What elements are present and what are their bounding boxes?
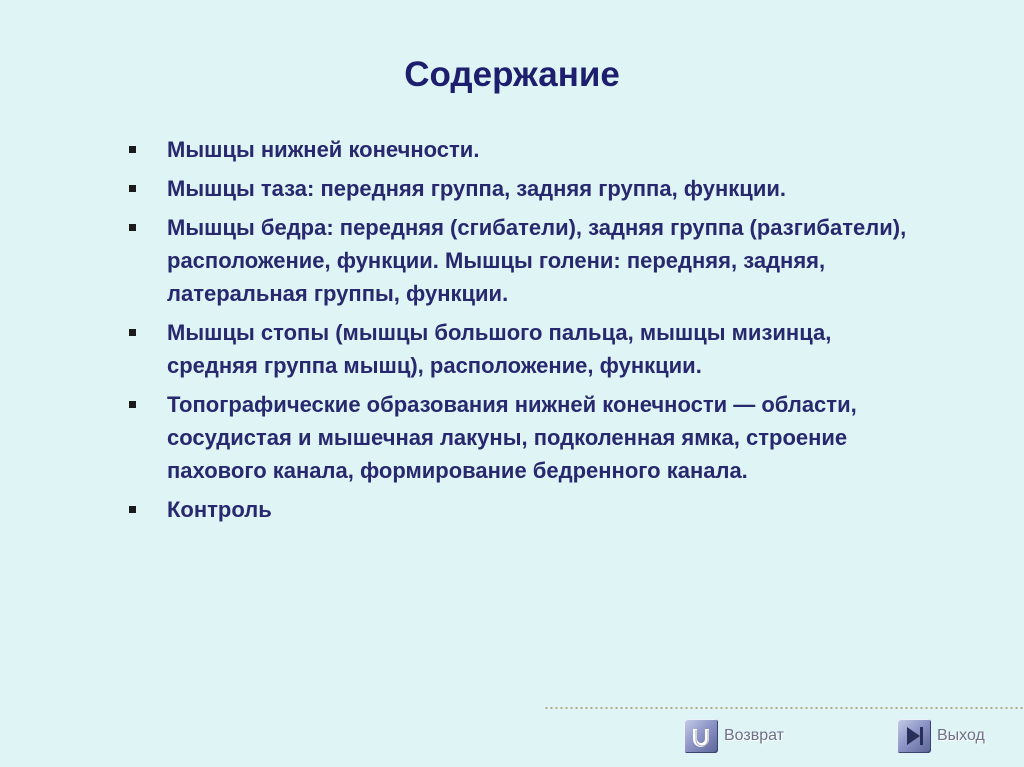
list-item-text: Мышцы таза: передняя группа, задняя группа, функции. [167,176,786,201]
list-item[interactable] [126,133,926,166]
list-item[interactable] [126,493,926,526]
contents-list [126,133,926,532]
square-bullet-icon [129,329,136,336]
list-item[interactable] [126,211,926,310]
list-item-text: Мышцы нижней конечности. [167,137,480,162]
list-item-text: Мышцы стопы (мышцы большого пальца, мышцы мизинца, средняя группа мышц), расположение, функции. [167,320,832,378]
slide-title: Содержание [404,55,620,94]
list-item[interactable] [126,388,926,487]
list-item[interactable] [126,316,926,382]
exit-label[interactable]: Выход [937,727,985,744]
list-item-text: Топографические образования нижней конечности — области, сосудистая и мышечная лакуны, подколенная ямка, строение пахового канала, формирование бедренного канала. [167,392,857,483]
back-label[interactable]: Возврат [724,727,784,744]
exit-button[interactable] [897,718,985,754]
back-button[interactable] [684,718,784,754]
list-item-text: Мышцы бедра: передняя (сгибатели), задняя группа (разгибатели), расположение, функции. Мышцы голени: передняя, задняя, латеральная группы, функции. [167,215,907,306]
footer-divider [544,706,1024,710]
square-bullet-icon [129,401,136,408]
square-bullet-icon [129,506,136,513]
square-bullet-icon [129,224,136,231]
list-item[interactable] [126,172,926,205]
list-item-text: Контроль [167,497,272,522]
play-end-icon[interactable] [897,719,931,753]
square-bullet-icon [129,185,136,192]
square-bullet-icon [129,146,136,153]
return-u-icon[interactable] [684,719,718,753]
